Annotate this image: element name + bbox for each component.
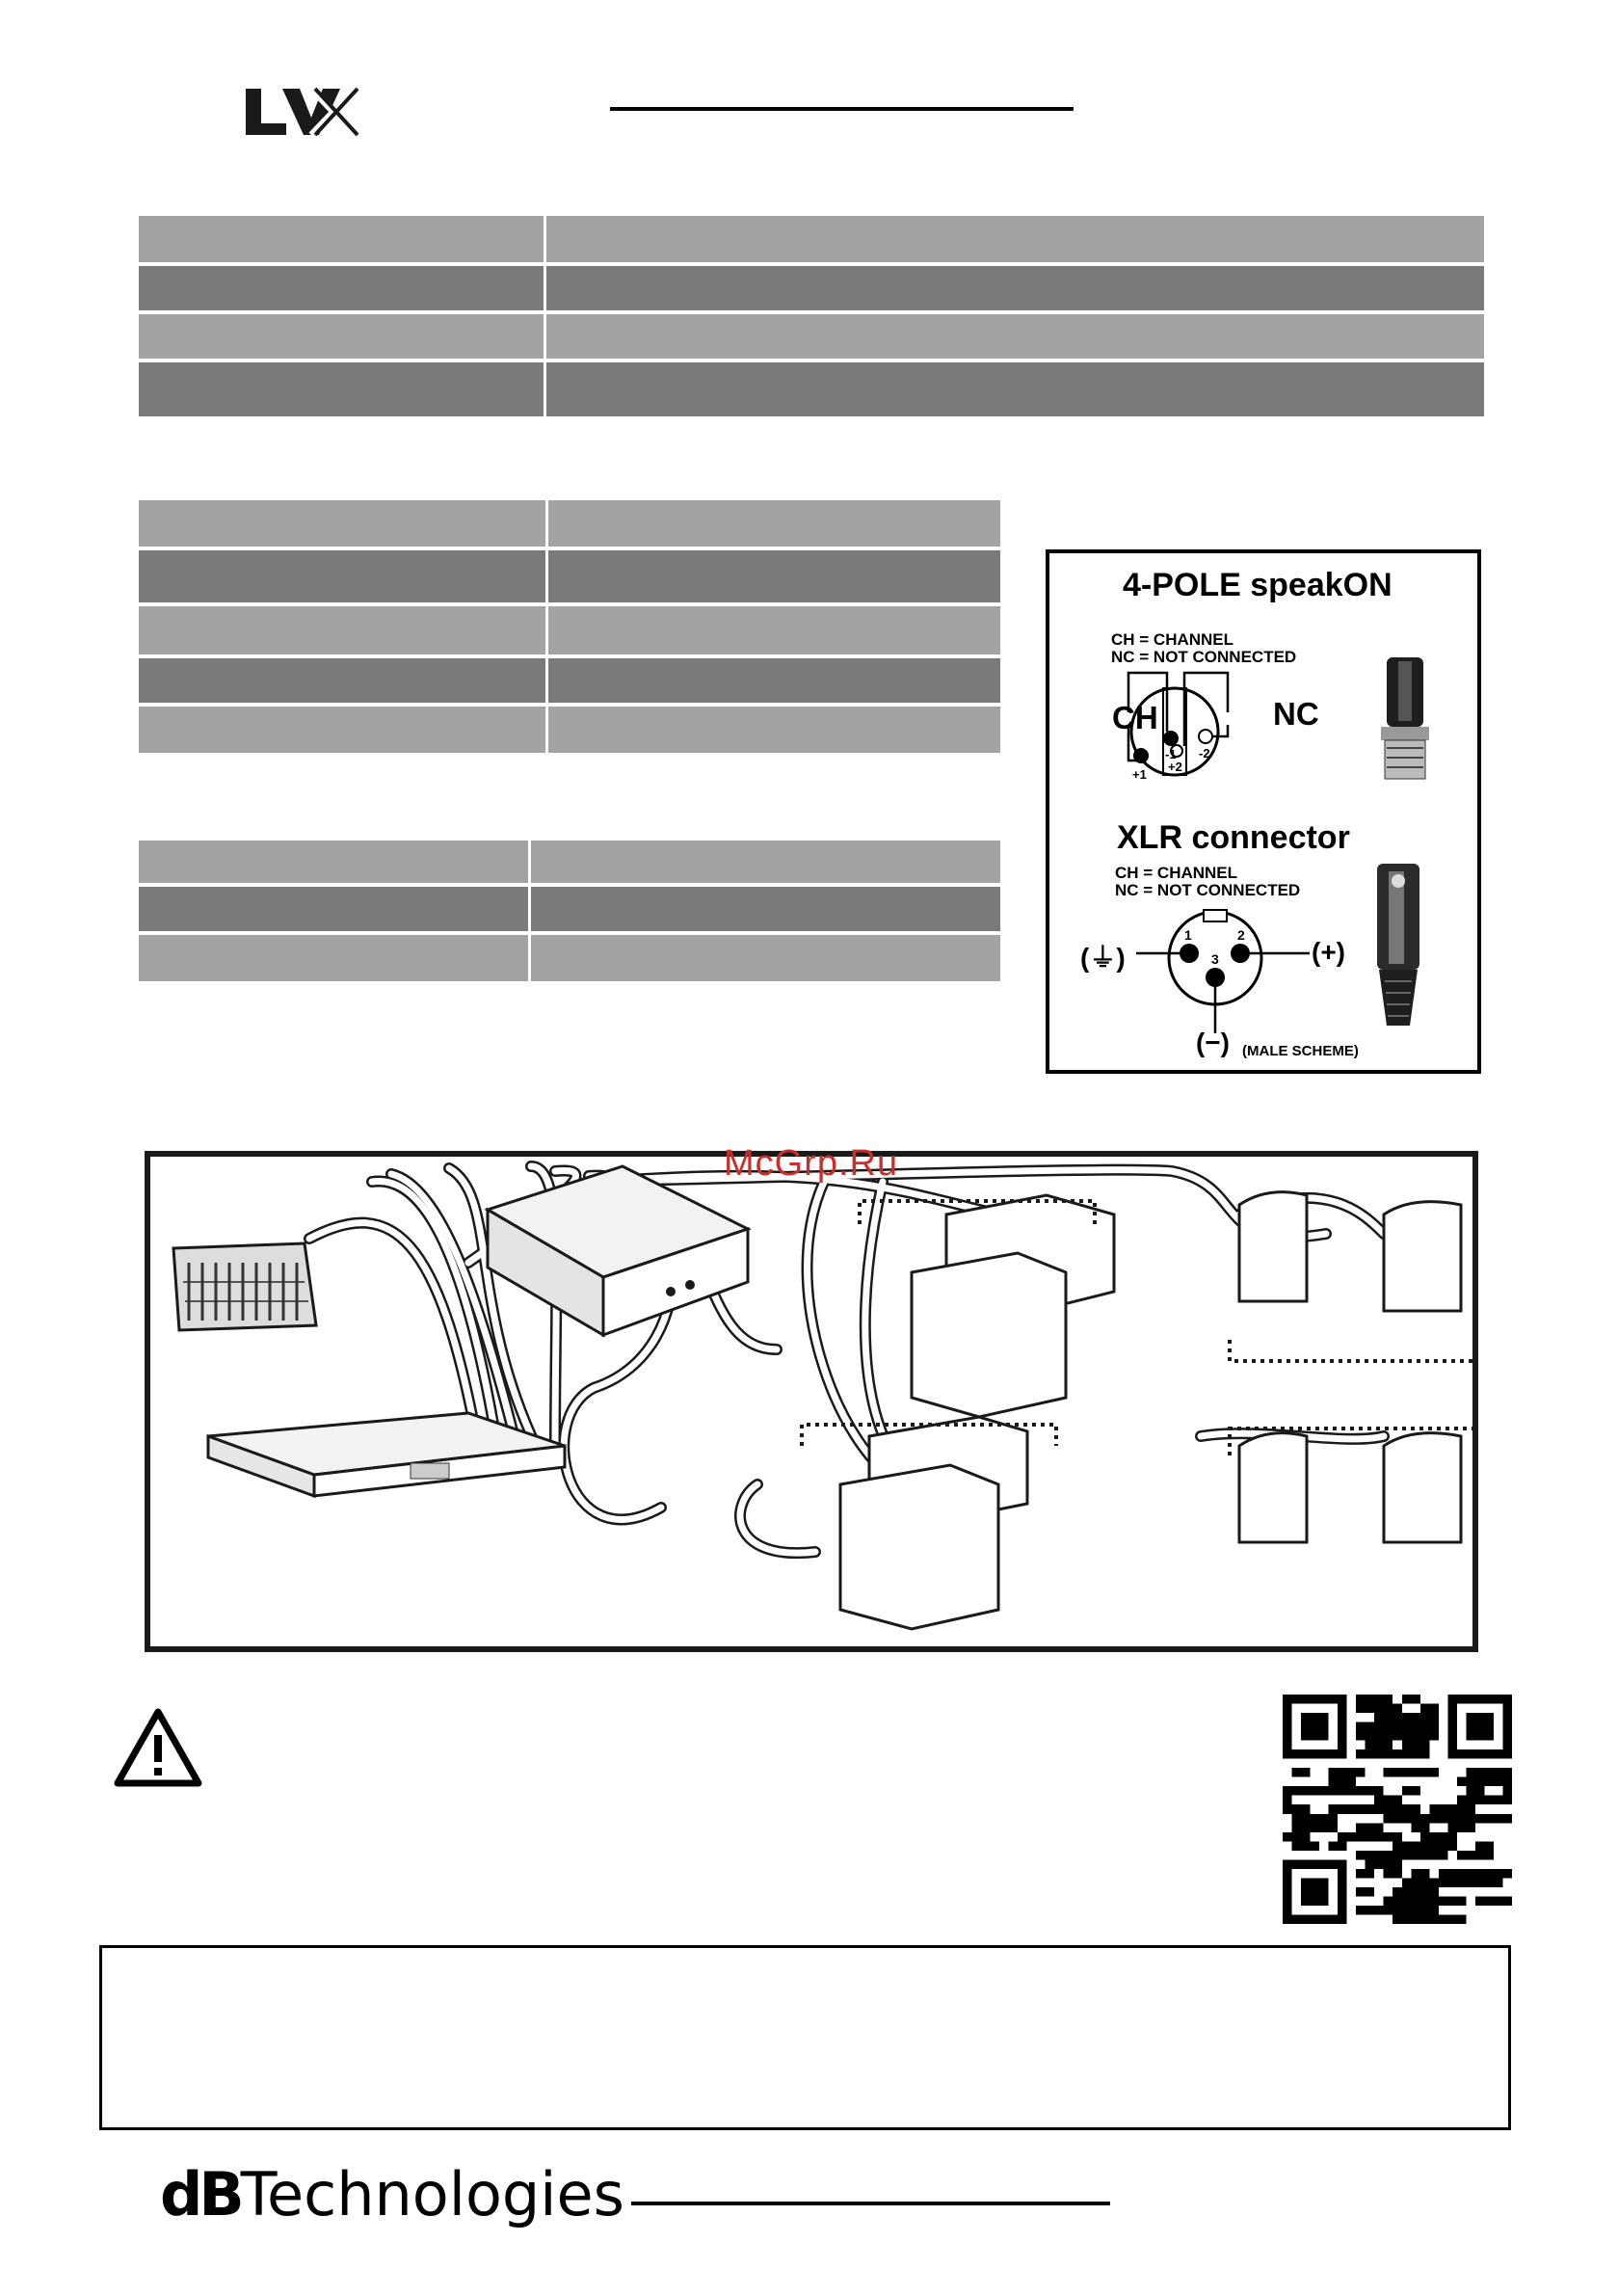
pin-2: 2 — [1237, 927, 1245, 943]
table-row — [139, 362, 1484, 416]
table-row — [139, 606, 1000, 654]
table-row — [139, 935, 1000, 981]
brand-logo — [160, 2159, 624, 2229]
top-speakers — [1239, 1192, 1461, 1542]
table-row — [139, 500, 1000, 547]
notice-box — [99, 1945, 1511, 2130]
xlr-legend-ch: CH = CHANNEL — [1115, 864, 1238, 882]
table-row — [139, 314, 1484, 359]
brand-rest: Technologies — [240, 2159, 624, 2229]
speakon-title: 4-POLE speakON — [1123, 567, 1393, 603]
system-diagram-frame — [145, 1143, 1478, 1652]
connector-diagram-box — [1046, 549, 1481, 1074]
spec-table-2 — [139, 500, 1000, 753]
table-row — [139, 887, 1000, 931]
table-row — [139, 216, 1484, 262]
ch-label: CH — [1112, 700, 1158, 735]
spec-table-1 — [139, 216, 1484, 416]
speakon-legend-ch: CH = CHANNEL — [1111, 630, 1234, 649]
table-row — [139, 658, 1000, 703]
male-scheme-label: (MALE SCHEME) — [1242, 1043, 1359, 1059]
pin-1: 1 — [1184, 927, 1192, 943]
xlr-legend-nc: NC = NOT CONNECTED — [1115, 881, 1301, 899]
spec-table-3 — [139, 841, 1000, 981]
pin-minus2: -2 — [1199, 746, 1210, 761]
table-row — [139, 266, 1484, 310]
table-row — [139, 841, 1000, 883]
watermark-text: McGrp.Ru — [724, 1143, 899, 1184]
header-rule — [610, 107, 1074, 111]
lvx-logo — [244, 85, 359, 139]
brand-bold: dB — [160, 2159, 241, 2229]
minus-label: (−) — [1196, 1028, 1230, 1057]
table-row — [139, 550, 1000, 602]
amplifier — [488, 1166, 748, 1335]
pin-plus2: +2 — [1168, 760, 1182, 774]
footer-rule — [631, 2202, 1110, 2205]
system-diagram — [150, 1157, 1472, 1646]
nc-label: NC — [1273, 696, 1319, 732]
qr-code — [1282, 1695, 1513, 1924]
pin-plus1: +1 — [1132, 767, 1147, 782]
xlr-title: XLR connector — [1117, 819, 1350, 856]
speakon-legend-nc: NC = NOT CONNECTED — [1111, 648, 1297, 666]
plus-label: (+) — [1312, 937, 1345, 967]
subwoofers — [840, 1195, 1114, 1629]
warning-icon — [112, 1706, 204, 1789]
pin-minus1: -1 — [1165, 747, 1177, 761]
mixer — [173, 1243, 316, 1330]
pin-3: 3 — [1211, 951, 1219, 967]
table-row — [139, 707, 1000, 753]
ground-label: (⏚) — [1080, 943, 1126, 973]
